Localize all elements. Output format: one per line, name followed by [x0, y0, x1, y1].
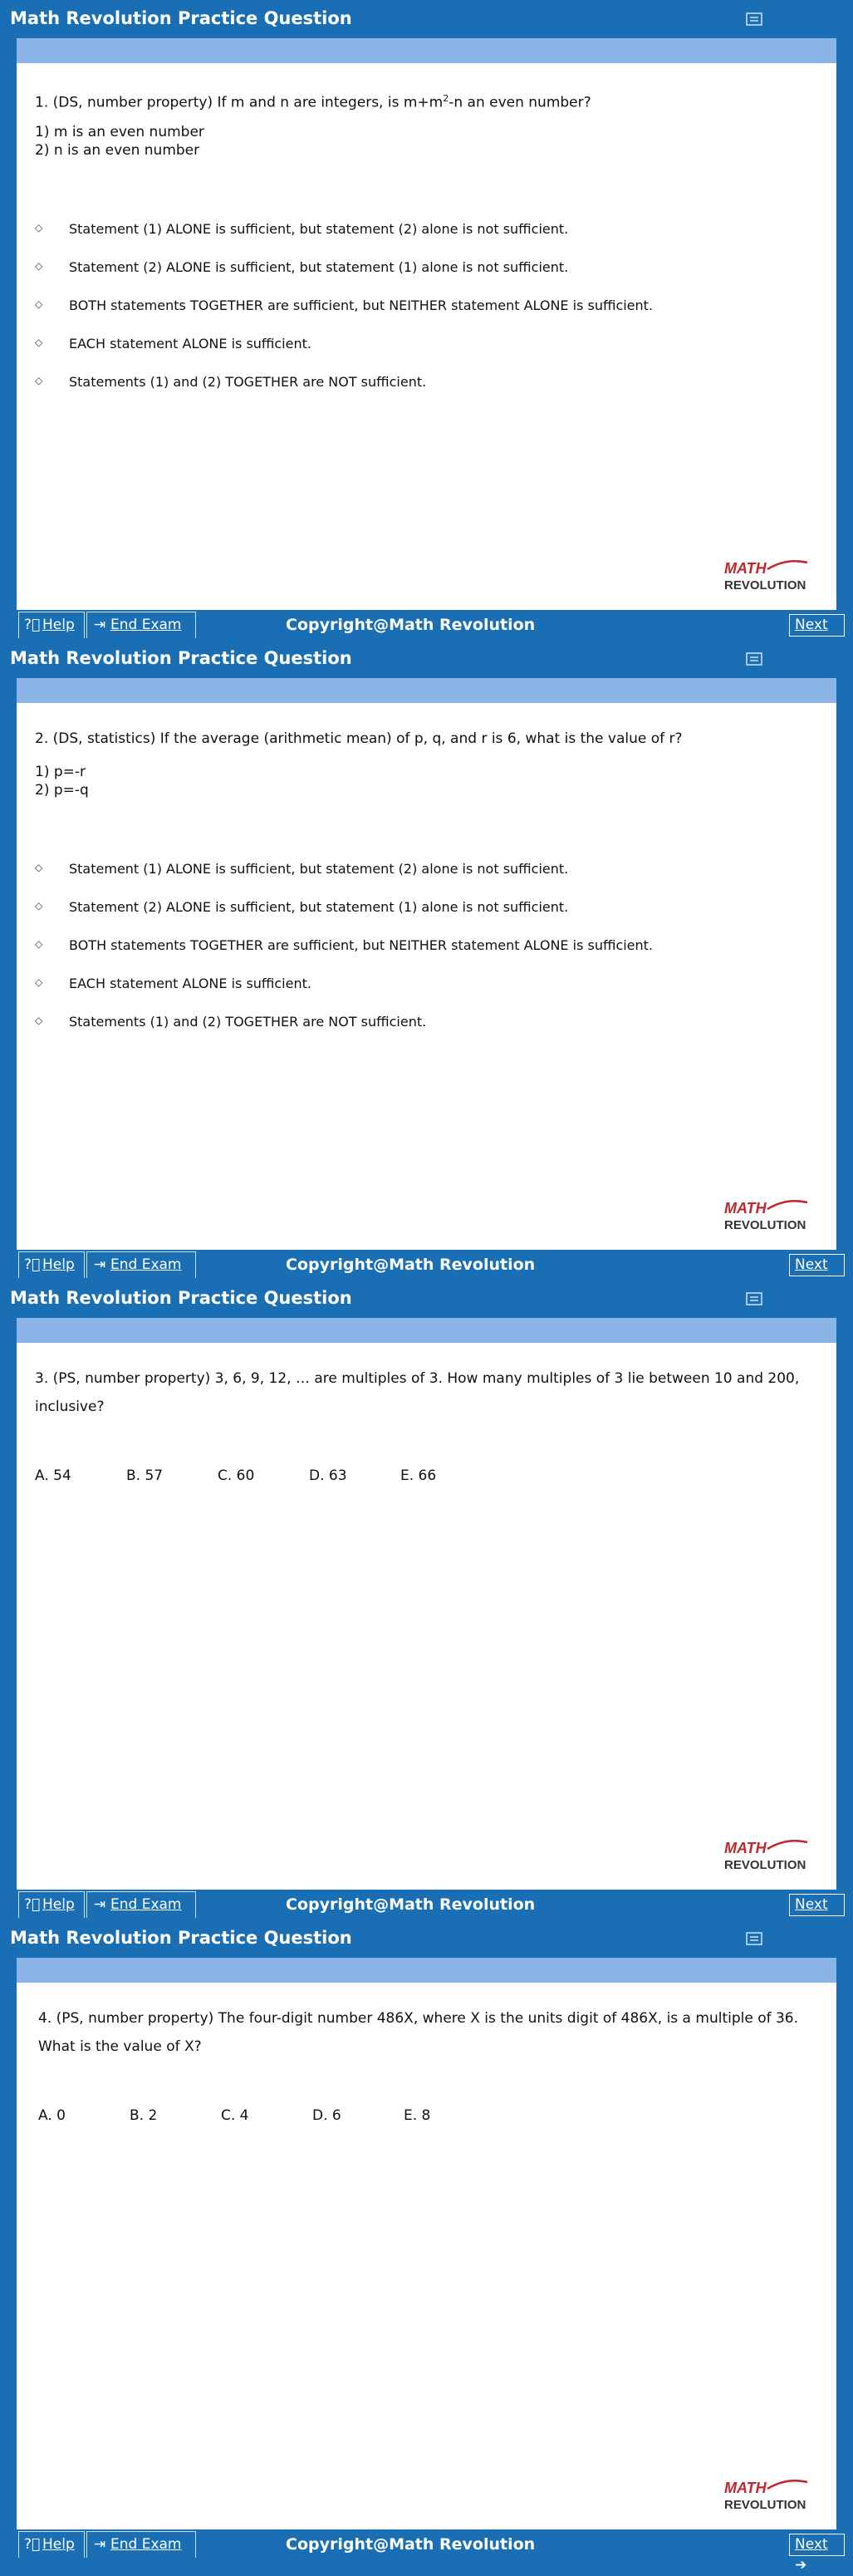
question-text: 3. (PS, number property) 3, 6, 9, 12, … are multiples of 3. How many multiples of 3 lie between 10 and 200, inclusive?: [35, 1370, 800, 1415]
right-frame: [836, 38, 853, 610]
right-frame: [836, 1318, 853, 1890]
question-panel: 2. (DS, statistics) If the average (arithmetic mean) of p, q, and r is 6, what is the value of r? 1) p=-r 2) p=-q ◇ Statement (1) ALONE is sufficient, but statement (2) alone is not sufficient. ◇ Statement (2) ALONE is sufficient, but statement (1) alone is not sufficient. ◇ BOTH statements TOGETHER are sufficient, but NEITHER statement ALONE is sufficient. ◇ EACH statement ALONE is sufficient. ◇ Statements (1) and (2) TOGETHER are NOT sufficient. MATH REVOLUTION: [17, 703, 836, 1250]
footer-bar: [0, 1250, 853, 1280]
window-title: Math Revolution Practice Question: [10, 1928, 352, 1948]
left-frame: [0, 63, 17, 610]
answer-choice[interactable]: B. 2: [130, 2107, 158, 2124]
statement-1: 1) p=-r: [35, 764, 86, 780]
svg-text:MATH: MATH: [724, 2480, 767, 2496]
statements: [35, 763, 89, 799]
answer-choice[interactable]: A. 54: [35, 1467, 71, 1484]
end-exam-button[interactable]: ⇥ End Exam: [86, 612, 196, 638]
menu-icon[interactable]: [744, 1290, 766, 1307]
copyright-text: Copyright@Math Revolution: [286, 616, 536, 634]
exit-icon: ⇥: [93, 1896, 106, 1913]
window-title: Math Revolution Practice Question: [10, 8, 352, 28]
help-button[interactable]: ?⃝ Help: [18, 1891, 85, 1918]
title-bar: [0, 1280, 853, 1318]
radio-icon[interactable]: ◇: [35, 337, 43, 348]
question-panel: 1. (DS, number property) If m and n are integers, is $m+m^2-n$ an even number? 1) m is an even number 2) n is an even number ◇ Statement (1) ALONE is sufficient, but statement (2) alone is not sufficient. ◇ Statement (2) ALONE is sufficient, but statement (1) alone is not sufficient. ◇ BOTH statements TOGETHER are sufficient, but NEITHER statement ALONE is sufficient. ◇ EACH statement ALONE is sufficient. ◇ Statements (1) and (2) TOGETHER are NOT sufficient. MATH REVOLUTION: [17, 63, 836, 610]
end-exam-button[interactable]: ⇥ End Exam: [86, 1891, 196, 1918]
answer-choice[interactable]: E. 66: [400, 1467, 437, 1484]
statements: [35, 123, 204, 160]
next-button[interactable]: Next: [789, 614, 845, 637]
question-panel: [17, 1983, 836, 2529]
sub-header-bar: [17, 1318, 836, 1343]
radio-icon[interactable]: ◇: [35, 298, 43, 310]
statement-1: 1) m is an even number: [35, 124, 204, 140]
left-frame: [0, 1983, 17, 2529]
copyright-text: Copyright@Math Revolution: [286, 2535, 536, 2554]
help-button[interactable]: ?⃝ Help: [18, 1251, 85, 1278]
svg-text:REVOLUTION: REVOLUTION: [724, 578, 806, 592]
copyright-text: Copyright@Math Revolution: [286, 1895, 536, 1914]
left-frame: [0, 703, 17, 1250]
math-revolution-logo: [724, 1199, 821, 1232]
footer-bar: [0, 2529, 853, 2574]
radio-icon[interactable]: ◇: [35, 260, 43, 272]
answer-choice[interactable]: D. 6: [312, 2107, 341, 2124]
sub-header-bar: [17, 1958, 836, 1983]
left-frame: [0, 1343, 17, 1890]
menu-icon[interactable]: [744, 1930, 766, 1947]
question-text: 2. (DS, statistics) If the average (arithmetic mean) of p, q, and r is 6, what is the value of r?: [35, 730, 683, 747]
sub-header-bar: [17, 678, 836, 703]
arrow-right-icon: ➔: [795, 2557, 807, 2574]
exit-icon: ⇥: [93, 1256, 106, 1273]
svg-text:REVOLUTION: REVOLUTION: [724, 1858, 806, 1872]
help-button[interactable]: ?⃝ Help: [18, 2531, 85, 2558]
exit-icon: ⇥: [93, 617, 106, 633]
next-button[interactable]: Next ➔: [789, 2534, 845, 2556]
radio-icon[interactable]: ◇: [35, 222, 43, 234]
question-panel: [17, 1343, 836, 1890]
title-bar: [0, 0, 853, 38]
statement-2: 2) p=-q: [35, 782, 89, 799]
answer-choice[interactable]: C. 4: [221, 2107, 249, 2124]
question-screen-4: [0, 1920, 853, 2574]
end-exam-button[interactable]: ⇥ End Exam: [86, 1251, 196, 1278]
help-button[interactable]: ?⃝ Help: [18, 612, 85, 638]
answer-choice[interactable]: A. 0: [38, 2107, 66, 2124]
question-text: 4. (PS, number property) The four-digit number 486X, where X is the units digit of 486X, is a multiple of 36. What is the value of X?: [38, 2010, 799, 2055]
svg-text:MATH: MATH: [724, 560, 767, 577]
footer-bar: [0, 1890, 853, 1920]
radio-icon[interactable]: ◇: [35, 900, 43, 912]
menu-icon[interactable]: [744, 651, 766, 667]
answer-choices: [35, 1467, 492, 1484]
title-bar: [0, 640, 853, 678]
question-circle-icon: ?⃝: [24, 617, 41, 633]
right-frame: [836, 1958, 853, 2529]
right-frame: [836, 678, 853, 1250]
math-revolution-logo: [724, 1839, 821, 1872]
window-title: Math Revolution Practice Question: [10, 648, 352, 668]
radio-icon[interactable]: ◇: [35, 375, 43, 386]
answer-choice[interactable]: C. 60: [218, 1467, 255, 1484]
end-exam-button[interactable]: ⇥ End Exam: [86, 2531, 196, 2558]
answer-choice[interactable]: E. 8: [404, 2107, 431, 2124]
window-title: Math Revolution Practice Question: [10, 1288, 352, 1308]
question-text: 1. (DS, number property) If m and n are integers, is $m+m^2-n$ an even number?: [35, 93, 591, 111]
next-button[interactable]: Next: [789, 1254, 845, 1276]
math-revolution-logo: [724, 559, 821, 592]
radio-icon[interactable]: ◇: [35, 862, 43, 873]
question-screen-2: [0, 640, 853, 1280]
question-screen-1: [0, 0, 853, 640]
svg-text:MATH: MATH: [724, 1840, 767, 1856]
radio-icon[interactable]: ◇: [35, 938, 43, 950]
exit-icon: ⇥: [93, 2536, 106, 2553]
svg-text:REVOLUTION: REVOLUTION: [724, 1218, 806, 1232]
answer-choices: [38, 2107, 495, 2124]
footer-bar: [0, 610, 853, 640]
answer-choice[interactable]: B. 57: [126, 1467, 164, 1484]
question-circle-icon: ?⃝: [24, 2536, 41, 2553]
answer-choice[interactable]: D. 63: [309, 1467, 347, 1484]
menu-icon[interactable]: [744, 11, 766, 27]
svg-text:REVOLUTION: REVOLUTION: [724, 2498, 806, 2512]
radio-icon[interactable]: ◇: [35, 1015, 43, 1026]
next-button[interactable]: Next: [789, 1894, 845, 1916]
radio-icon[interactable]: ◇: [35, 976, 43, 988]
math-revolution-logo: [724, 2479, 821, 2512]
copyright-text: Copyright@Math Revolution: [286, 1256, 536, 1274]
question-circle-icon: ?⃝: [24, 1256, 41, 1273]
title-bar: [0, 1920, 853, 1958]
question-screen-3: [0, 1280, 853, 1920]
sub-header-bar: [17, 38, 836, 63]
question-circle-icon: ?⃝: [24, 1896, 41, 1913]
svg-text:MATH: MATH: [724, 1200, 767, 1217]
statement-2: 2) n is an even number: [35, 142, 200, 159]
